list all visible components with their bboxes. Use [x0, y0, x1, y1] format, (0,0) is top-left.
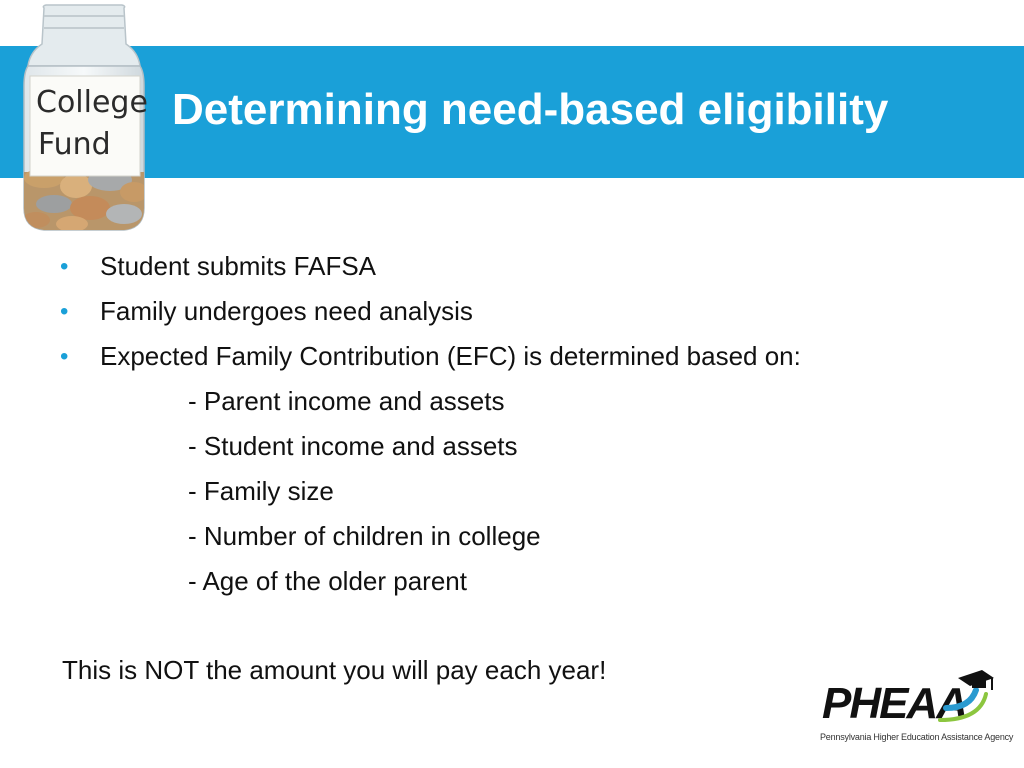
graduation-cap-icon: [936, 668, 996, 732]
list-item: [60, 244, 801, 289]
bullet-text: Student submits FAFSA: [100, 251, 377, 281]
sub-list-item: - Family size: [188, 476, 334, 506]
slide-title: Determining need-based eligibility: [172, 85, 889, 134]
jar-label-line-2: Fund: [38, 127, 111, 162]
list-item: [60, 289, 801, 334]
bullet-dot: •: [60, 343, 69, 370]
pheaa-logo: [816, 668, 1014, 748]
bullet-dot: •: [60, 298, 69, 325]
sub-list-item: - Parent income and assets: [188, 386, 505, 416]
sub-list-item: - Number of children in college: [188, 521, 541, 551]
bullet-text: Family undergoes need analysis: [100, 296, 473, 326]
bullet-text: Expected Family Contribution (EFC) is determined based on:: [100, 341, 801, 371]
logo-wordmark: PHEAA: [822, 679, 967, 728]
logo-agency-name: Pennsylvania Higher Education Assistance Agency: [820, 732, 1014, 742]
list-item: [60, 334, 801, 379]
bullet-list: [60, 244, 801, 604]
footer-note: This is NOT the amount you will pay each year!: [62, 655, 607, 685]
college-fund-jar-icon: [14, 2, 154, 234]
bullet-dot: •: [60, 253, 69, 280]
sub-list-item: - Student income and assets: [188, 431, 518, 461]
jar-label-line-1: College: [36, 85, 148, 120]
sub-list-item: - Age of the older parent: [188, 566, 467, 596]
